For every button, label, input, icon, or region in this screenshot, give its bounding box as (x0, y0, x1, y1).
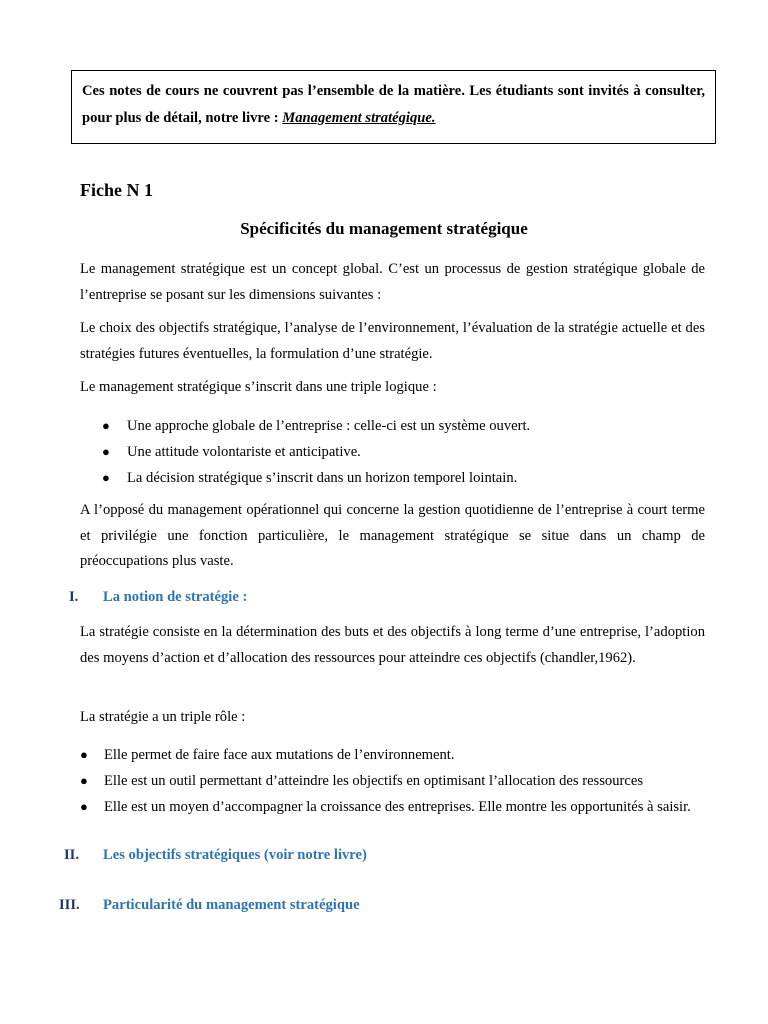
section-2-title: Les objectifs stratégiques (voir notre livre) (103, 847, 367, 863)
list-item: ● La décision stratégique s’inscrit dans un horizon temporel lointain. (80, 465, 705, 491)
list-item: ● Une approche globale de l’entreprise : celle-ci est un système ouvert. (80, 413, 705, 439)
intro-paragraph-1: Le management stratégique est un concept global. C’est un processus de gestion stratégique globale de l’entreprise se posant sur les dimensions suivantes : (80, 261, 705, 303)
list-item: ● Une attitude volontariste et anticipative. (80, 439, 705, 465)
bullet-icon: ● (102, 470, 110, 485)
strategy-definition-paragraph: La stratégie consiste en la détermination des buts et des objectifs à long terme d’une entreprise, l’adoption des moyens d’action et d’allocation des ressources pour atteindre ces objectifs (chandler,1962). (80, 624, 705, 666)
course-notice-box (71, 70, 716, 144)
section-1-heading (69, 589, 248, 606)
list-item: ● Elle est un moyen d’accompagner la croissance des entreprises. Elle montre les opportunités à saisir. (80, 794, 705, 820)
notice-text: Ces notes de cours ne couvrent pas l’ensemble de la matière. Les étudiants sont invités à consulter, pour plus de détail, notre livre : (82, 83, 705, 126)
page-title: Spécificités du management stratégique (240, 219, 528, 238)
fiche-number: Fiche N 1 (80, 180, 153, 200)
bullet-icon: ● (80, 747, 88, 762)
intro-paragraph-2: Le choix des objectifs stratégique, l’analyse de l’environnement, l’évaluation de la stratégie actuelle et des stratégies futures éventuelles, la formulation d’une stratégie. (80, 320, 705, 362)
section-3-title: Particularité du management stratégique (103, 897, 360, 913)
section-1-number: I. (69, 589, 79, 605)
list-item: ● Elle est un outil permettant d’atteindre les objectifs en optimisant l’allocation des ressources (80, 768, 705, 794)
strategy-role-intro: La stratégie a un triple rôle : (80, 709, 246, 725)
section-3-number: III. (59, 897, 80, 913)
bullet-icon: ● (102, 444, 110, 459)
section-2-number: II. (64, 847, 80, 863)
logic-list (80, 413, 705, 491)
intro-paragraph-3: Le management stratégique s’inscrit dans une triple logique : (80, 379, 437, 395)
strategy-role-list (80, 742, 705, 820)
bullet-icon: ● (80, 773, 88, 788)
section-2-heading (64, 847, 367, 864)
section-1-title: La notion de stratégie : (103, 589, 248, 605)
book-title: Management stratégique. (282, 110, 436, 126)
bullet-icon: ● (102, 418, 110, 433)
bullet-icon: ● (80, 799, 88, 814)
section-3-heading (59, 897, 360, 914)
list-item: ● Elle permet de faire face aux mutations de l’environnement. (80, 742, 705, 768)
intro-paragraph-4: A l’opposé du management opérationnel qui concerne la gestion quotidienne de l’entreprise à court terme et privilégie une fonction particulière, le management stratégique se situe dans un champ de préoccupations plus vaste. (80, 502, 705, 569)
